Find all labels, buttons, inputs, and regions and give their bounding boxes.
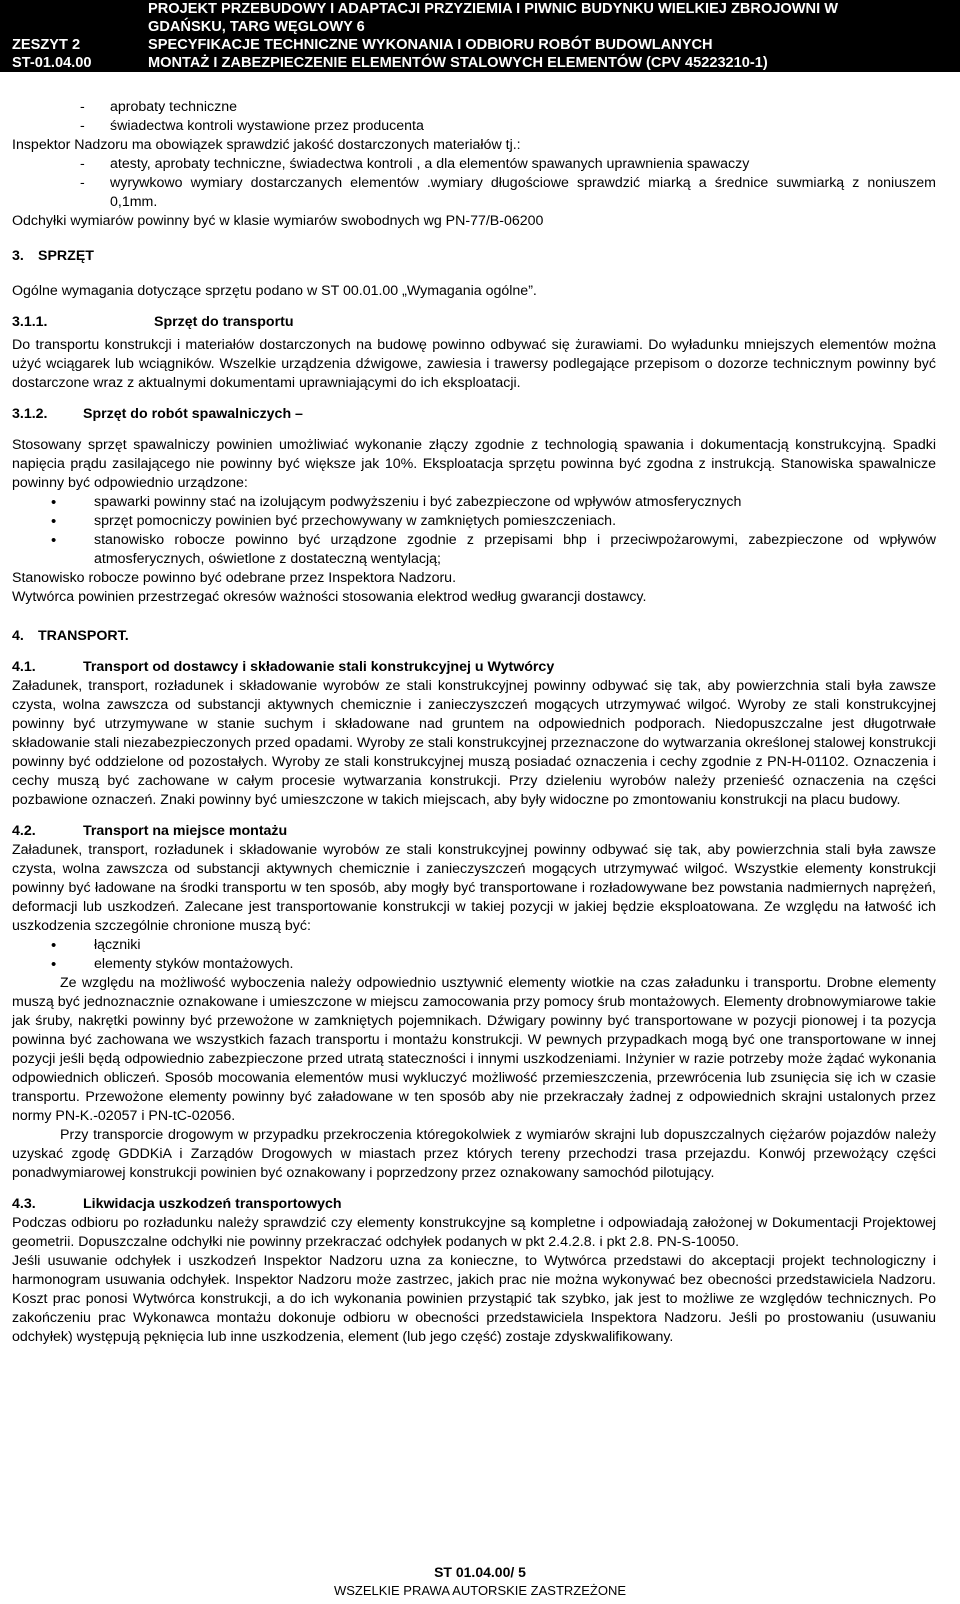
header-section-title: MONTAŻ I ZABEZPIECZENIE ELEMENTÓW STALOWYCH ELEMENTÓW (CPV 45223210-1) [148,55,768,71]
paragraph: Stosowany sprzęt spawalniczy powinien umożliwiać wykonanie złączy zgodnie z technologią spawania i dokumentacją konstrukcyjną. Spadki napięcia prądu zasilającego nie powinny być większe jak 10%. Eksploatacja sprzętu powinna być zgodna z instrukcją. Stanowiska spawalnicze powinny być odpowiednio urządzone: [12,437,936,491]
paragraph: Stanowisko robocze powinno być odebrane przez Inspektora Nadzoru. [12,570,457,586]
subsection-heading: 4.3. Likwidacja uszkodzeń transportowych [12,1196,342,1212]
paragraph: Jeśli usuwanie odchyłek i uszkodzeń Inspektor Nadzoru uzna za konieczne, to Wytwórca przedstawi do akceptacji projekt technologiczny i harmonogram usuwania odchyłek. Inspektor Nadzoru może zastrzec, jakich prac nie można wykonywać bez obecności przedstawiciela Nadzoru. Koszt prac ponosi Wytwórca konstrukcji, a do ich wykonania powinien przystąpić tak szybko, jak jest to możliwe ze względów technicznych. Po zakończeniu prac Wykonawca montażu dokonuje odbioru w obecności przedstawiciela Inspektora Nadzoru. Jeśli po prostowaniu (usuwaniu odchyłek) występują pęknięcia lub inne uszkodzenia, element (lub jego część) zostaje zdyskwalifikowany. [12,1253,936,1345]
paragraph: Odchyłki wymiarów powinny być w klasie wymiarów swobodnych wg PN-77/B-06200 [12,213,544,229]
paragraph: Przy transporcie drogowym w przypadku przekroczenia któregokolwiek z wymiarów skrajni lub dopuszczalnych ciężarów pojazdów należy uzyskać zgodę GDDKiA i Zarządów Drogowych w miastach przez których tereny przechodzi trasa przejazdu. Konwój przewożący części ponadwymiarowej konstrukcji powinien być oznakowany i poprzedzony przez oznakowany samochód pilotujący. [12,1127,936,1181]
list-item: • łączniki [12,936,936,955]
list-item: - aprobaty techniczne [80,99,237,115]
list-item: • sprzęt pomocniczy powinien być przechowywany w zamkniętych pomieszczeniach. [12,512,936,531]
paragraph: Podczas odbioru po rozładunku należy sprawdzić czy elementy konstrukcyjne są kompletne i odpowiadają założonej w Dokumentacji Projektowej geometrii. Dopuszczalne odchyłki nie powinny przekraczać odchyłek podanych w pkt 2.4.2.8. i pkt 2.8. PN-S-10050. [12,1215,936,1250]
copyright-notice: WSZELKIE PRAWA AUTORSKIE ZASTRZEŻONE [333,1583,627,1598]
subsection-heading: 4.1. Transport od dostawcy i składowanie stali konstrukcyjnej u Wytwórcy [12,659,555,675]
subsection-heading: 3.1.2. Sprzęt do robót spawalniczych – [12,406,303,422]
paragraph: Ze względu na możliwość wyboczenia należy odpowiednio usztywnić elementy wiotkie na czas załadunku i transportu. Drobne elementy muszą być jednoznacznie oznakowane i umieszczone w miejscu zamocowania przy pomocy śrub montażowych. Elementy drobnowymiarowe takie jak śruby, nakrętki powinny być przewożone w zamkniętych pojemnikach. Dźwigary powinny być transportowane w pozycji pionowej i ta pozycja powinna być zachowana we wszystkich fazach transportu i montażu konstrukcji. W pewnych przypadkach mogą być one transportowane w innej pozycji jeśli będą odpowiednio zabezpieczone przed utratą stateczności i innymi uszkodzeniami. Inżynier w razie potrzeby może żądać wykonania odpowiednich obliczeń. Sposób mocowania elementów musi wykluczyć możliwość przemieszczenia, przewrócenia lub zsunięcia się ich w czasie transportu. Przewożone elementy powinny być załadowane w ten sposób aby nie przekraczały żadnej z odpowiednich skrajni ustalonych przez normy PN-K.-02057 i PN-tC-02056. [12,975,936,1124]
section-heading: 4. TRANSPORT. [12,628,129,644]
paragraph: Inspektor Nadzoru ma obowiązek sprawdzić jakość dostarczonych materiałów tj.: [12,137,521,153]
header-project-title: PROJEKT PRZEBUDOWY I ADAPTACJI PRZYZIEMIA I PIWNIC BUDYNKU WIELKIEJ ZBROJOWNI W [148,1,838,17]
document-header [0,0,960,72]
list-item: • stanowisko robocze powinno być urządzone zgodnie z przepisami bhp i przeciwpożarowymi, zabezpieczone od wpływów atmosferycznych, oświetlone z dostateczną wentylacją; [12,531,936,569]
section-heading: 3. SPRZĘT [12,248,94,264]
header-spec-code: ST-01.04.00 [12,55,92,71]
paragraph: Do transportu konstrukcji i materiałów dostarczonych na budowę powinno odbywać się żurawiami. Do wyładunku mniejszych elementów można użyć wciągarek lub wciągników. Wszelkie urządzenia dźwigowe, zawiesia i trawersy podlegające przepisom o dozorze technicznym powinny być dostarczone wraz z aktualnymi dokumentami uprawniającymi do ich eksploatacji. [12,337,936,391]
header-spec-title: SPECYFIKACJE TECHNICZNE WYKONANIA I ODBIORU ROBÓT BUDOWLANYCH [148,37,713,53]
list-item: - atesty, aprobaty techniczne, świadectwa kontroli , a dla elementów spawanych uprawnienia spawaczy [80,156,750,172]
paragraph: Ogólne wymagania dotyczące sprzętu podano w ST 00.01.00 „Wymagania ogólne”. [12,283,537,299]
page-number: ST 01.04.00/ 5 [434,1564,526,1580]
bullet-list [12,936,936,974]
paragraph: Załadunek, transport, rozładunek i składowanie wyrobów ze stali konstrukcyjnej powinny odbywać się tak, aby powierzchnia stali była zawsze czysta, wolna zawszcza od substancji aktywnych chemicznie i zanieczyszczeń mogących utrzymywać wilgoć. Wszystkie elementy konstrukcji powinny być ładowane na środki transportu w ten sposób, aby mogły być transportowane i rozładowywane bez powstania nadmiernych naprężeń, deformacji lub uszkodzeń. Zalecane jest transportowanie konstrukcji w takiej pozycji w jakiej będzie eksploatowana. Ze względu na łatwość ich uszkodzenia szczególnie chronione muszą być: [12,842,936,934]
list-item: - wyrywkowo wymiary dostarczanych elementów .wymiary długościowe sprawdzić miarką a średnice suwmiarką z noniuszem 0,1mm. [80,175,936,210]
list-item: • spawarki powinny stać na izolującym podwyższeniu i być zabezpieczone od wpływów atmosferycznych [12,493,936,512]
header-volume: ZESZYT 2 [12,37,81,53]
subsection-heading: 3.1.1. Sprzęt do transportu [12,314,294,330]
subsection-heading: 4.2. Transport na miejsce montażu [12,823,288,839]
paragraph: Wytwórca powinien przestrzegać okresów ważności stosowania elektrod według gwarancji dostawcy. [12,589,647,605]
list-item: - świadectwa kontroli wystawione przez producenta [80,118,424,134]
document-body [12,98,936,1347]
header-address: GDAŃSKU, TARG WĘGLOWY 6 [148,19,365,35]
paragraph: Załadunek, transport, rozładunek i składowanie wyrobów ze stali konstrukcyjnej powinny odbywać się tak, aby powierzchnia stali była zawsze czysta, wolna zawszcza od substancji aktywnych chemicznie i zanieczyszczeń mogących utrzymywać wilgoć. Wyroby ze stali konstrukcyjnej powinny być utrzymywane w stanie suchym i składowane nad gruntem na odpowiednich podporach. Niedopuszczalne jest długotrwałe składowanie stali niezabezpieczonych przed opadami. Wyroby ze stali konstrukcyjnej przeznaczone do wytwarzania określonej stalowej konstrukcji powinny być oddzielone od pozostałych. Wyroby ze stali konstrukcyjnej muszą posiadać oznaczenia i cechy zgodnie z PN-H-01102. Oznaczenia i cechy muszą być zachowane w całym procesie wytwarzania konstrukcji. Przy dzieleniu wyrobów należy przenieść oznaczenia na części pozbawione oznaczeń. Znaki powinny być umieszczone w takich miejscach, aby były widoczne po zmontowaniu konstrukcji na placu budowy. [12,678,936,808]
list-item: • elementy styków montażowych. [12,955,936,974]
bullet-list [12,493,936,569]
